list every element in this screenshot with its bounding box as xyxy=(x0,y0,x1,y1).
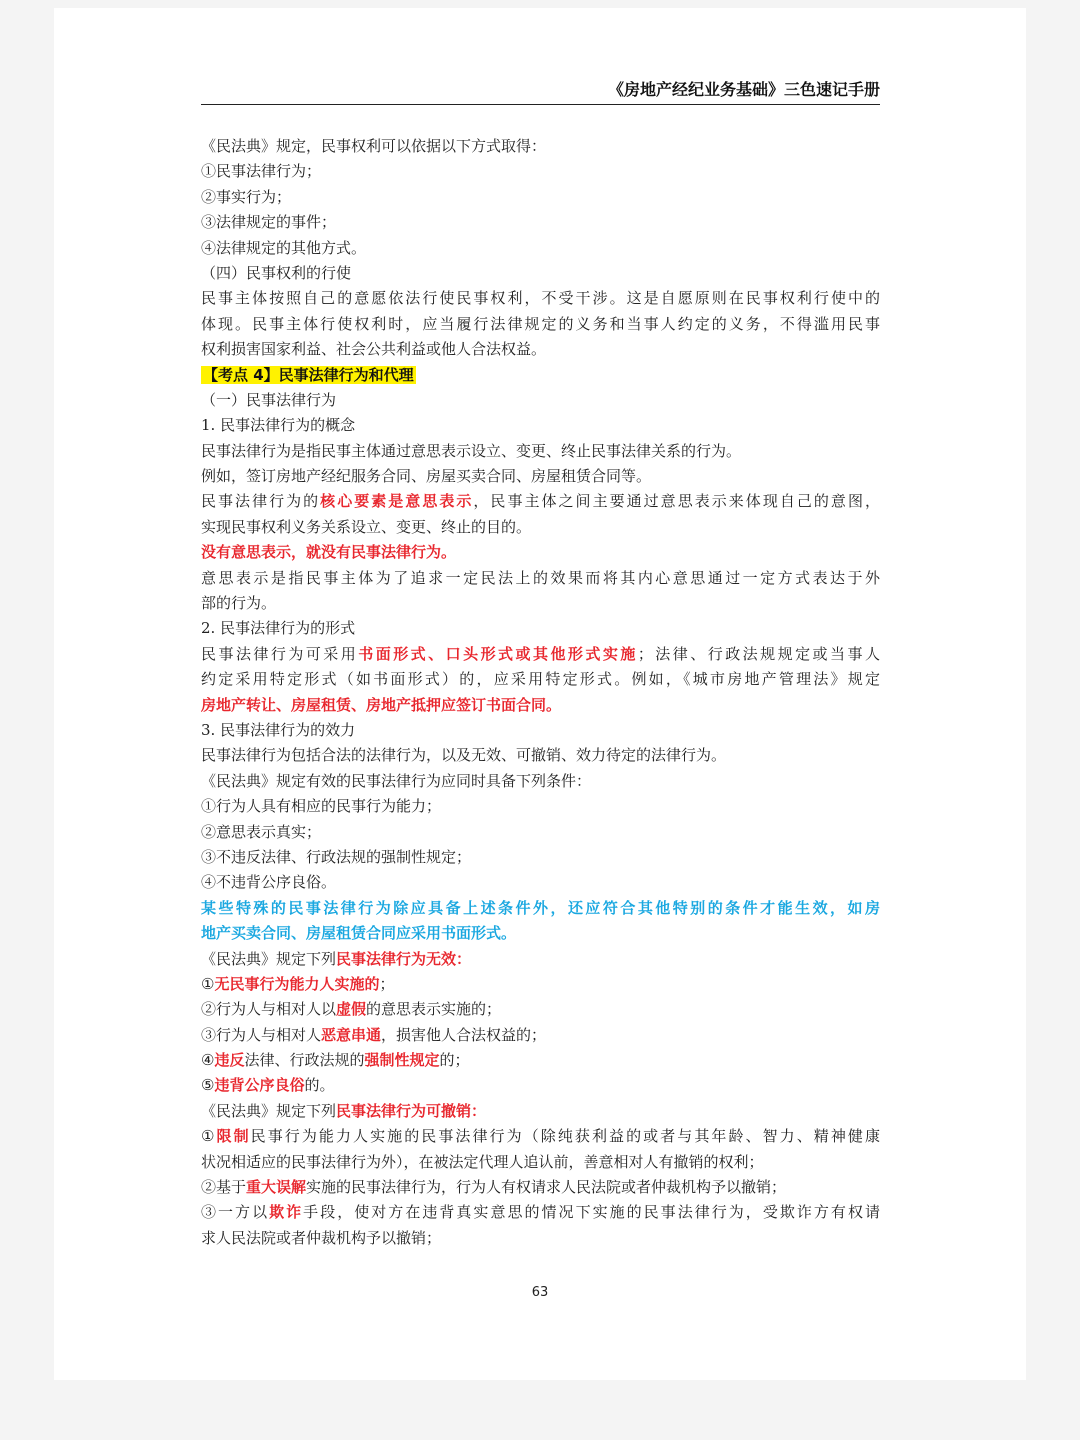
exam-point-highlight: 【考点 4】民事法律行为和代理 xyxy=(203,365,414,384)
list-item xyxy=(201,972,880,997)
blue-emphasis-line xyxy=(201,896,880,921)
section-heading: （四）民事权利的行使 xyxy=(201,263,352,282)
text-run: 《民法典》规定下列 xyxy=(201,1101,337,1120)
text-run: ③行为人与相对人 xyxy=(201,1025,322,1044)
list-item xyxy=(201,1073,880,1098)
text-line: 实现民事权利义务关系设立、变更、终止的目的。 xyxy=(201,517,532,536)
text-run: 民事法律行为的 xyxy=(201,492,321,511)
subsection-heading: 2. 民事法律行为的形式 xyxy=(201,619,356,638)
text-line: 状况相适应的民事法律行为外），在被法定代理人追认前，善意相对人有撤销的权利； xyxy=(201,1152,764,1171)
list-item xyxy=(201,1175,880,1200)
red-emphasis-line xyxy=(201,540,880,565)
text-run: ；法律、行政法规规定或当事人 xyxy=(637,644,880,663)
text-line: 民事法律行为包括合法的法律行为，以及无效、可撤销、效力待定的法律行为。 xyxy=(201,746,727,765)
red-emphasis: 房地产转让、房屋租赁、房地产抵押应签订书面合同。 xyxy=(201,695,562,714)
text-run: ① xyxy=(201,1127,217,1146)
list-item xyxy=(201,1124,880,1149)
text-line: 意思表示是指民事主体为了追求一定民法上的效果而将其内心意思通过一定方式表达于外 xyxy=(201,568,880,587)
red-emphasis: 核心要素是意思表示 xyxy=(320,492,474,511)
red-emphasis: 违背公序良俗 xyxy=(214,1076,305,1095)
text-line: 部的行为。 xyxy=(201,594,277,613)
text-line: 约定采用特定形式（如书面形式）的，应采用特定形式。例如，《城市房地产管理法》规定 xyxy=(201,670,880,689)
page-body xyxy=(201,134,880,1251)
subsection-heading: 3. 民事法律行为的效力 xyxy=(201,720,356,739)
text-run: 《民法典》规定下列 xyxy=(201,949,337,968)
text-run: 民事法律行为可采用 xyxy=(201,644,359,663)
list-item xyxy=(201,1200,880,1225)
list-item: ①民事法律行为； xyxy=(201,162,322,181)
list-item: ①行为人具有相应的民事行为能力； xyxy=(201,797,442,816)
list-item: ②意思表示真实； xyxy=(201,822,322,841)
text-line xyxy=(201,947,880,972)
text-run: 的意思表示实施的； xyxy=(366,1000,502,1019)
red-emphasis: 重大误解 xyxy=(246,1178,307,1197)
text-run: 民事行为能力人实施的民事法律行为（除纯获利益的或者与其年龄、智力、精神健康 xyxy=(250,1127,880,1146)
text-line: 《民法典》规定，民事权利可以依据以下方式取得： xyxy=(201,137,547,155)
text-run: 实施的民事法律行为，行为人有权请求人民法院或者仲裁机构予以撤销； xyxy=(306,1178,787,1197)
running-header: 《房地产经纪业务基础》三色速记手册 xyxy=(607,80,880,99)
red-emphasis: 没有意思表示，就没有民事法律行为。 xyxy=(201,543,457,562)
text-line: 民事主体按照自己的意愿依法行使民事权利，不受干涉。这是自愿原则在民事权利行使中的 xyxy=(201,289,880,308)
red-emphasis: 无民事行为能力人实施的 xyxy=(214,974,380,993)
text-run: ⑤ xyxy=(201,1076,215,1095)
red-emphasis: 书面形式、口头形式或其他形式实施 xyxy=(358,644,638,663)
text-run: ②基于 xyxy=(201,1178,247,1197)
text-line: 权利损害国家利益、社会公共利益或他人合法权益。 xyxy=(201,340,547,359)
red-emphasis: 民事法律行为无效： xyxy=(336,949,472,968)
text-line: 《民法典》规定有效的民事法律行为应同时具备下列条件： xyxy=(201,771,592,790)
red-emphasis: 强制性规定 xyxy=(364,1051,440,1070)
list-item: ④不违背公序良俗。 xyxy=(201,873,337,892)
list-item: ③不违反法律、行政法规的强制性规定； xyxy=(201,847,472,866)
text-run: ②行为人与相对人以 xyxy=(201,1000,337,1019)
list-item: ②事实行为； xyxy=(201,187,292,206)
exam-point-heading xyxy=(201,363,880,388)
text-line: 例如，签订房地产经纪服务合同、房屋买卖合同、房屋租赁合同等。 xyxy=(201,467,652,486)
text-run: 的。 xyxy=(304,1076,335,1095)
text-run: ④ xyxy=(201,1051,215,1070)
red-emphasis: 限制 xyxy=(216,1127,251,1146)
text-line: 体现。民事主体行使权利时，应当履行法律规定的义务和当事人约定的义务，不得滥用民事 xyxy=(201,314,880,333)
blue-emphasis: 地产买卖合同、房屋租赁合同应采用书面形式。 xyxy=(201,924,517,943)
red-emphasis-line xyxy=(201,693,880,718)
page-number: 63 xyxy=(531,1285,549,1300)
text-run: ，损害他人合法权益的； xyxy=(381,1025,547,1044)
subsection-heading: 1. 民事法律行为的概念 xyxy=(201,416,356,435)
red-emphasis: 恶意串通 xyxy=(321,1025,382,1044)
list-item: ③法律规定的事件； xyxy=(201,213,337,232)
text-run: ③一方以 xyxy=(201,1203,270,1222)
text-line: 民事法律行为是指民事主体通过意思表示设立、变更、终止民事法律关系的行为。 xyxy=(201,441,742,460)
red-emphasis: 欺诈 xyxy=(269,1203,304,1222)
text-run: 手段，使对方在违背真实意思的情况下实施的民事法律行为，受欺诈方有权请 xyxy=(303,1203,880,1222)
list-item xyxy=(201,997,880,1022)
text-line: 求人民法院或者仲裁机构予以撤销； xyxy=(201,1228,442,1247)
red-emphasis: 民事法律行为可撤销： xyxy=(336,1101,487,1120)
text-line xyxy=(201,1099,880,1124)
blue-emphasis-line xyxy=(201,921,880,946)
text-run: 的； xyxy=(439,1051,470,1070)
text-run: ； xyxy=(379,974,395,993)
document-page xyxy=(54,8,1026,1380)
section-heading: （一）民事法律行为 xyxy=(201,390,337,409)
text-run: ，民事主体之间主要通过意思表示来体现自己的意图， xyxy=(473,492,880,511)
text-line xyxy=(201,489,880,514)
list-item: ④法律规定的其他方式。 xyxy=(201,238,367,257)
text-run: 法律、行政法规的 xyxy=(244,1051,365,1070)
text-line xyxy=(201,642,880,667)
list-item xyxy=(201,1048,880,1073)
red-emphasis: 违反 xyxy=(214,1051,245,1070)
header-rule xyxy=(201,104,880,105)
red-emphasis: 虚假 xyxy=(336,1000,367,1019)
list-item xyxy=(201,1023,880,1048)
blue-emphasis: 某些特殊的民事法律行为除应具备上述条件外，还应符合其他特别的条件才能生效，如房 xyxy=(201,898,880,917)
text-run: ① xyxy=(201,974,215,993)
